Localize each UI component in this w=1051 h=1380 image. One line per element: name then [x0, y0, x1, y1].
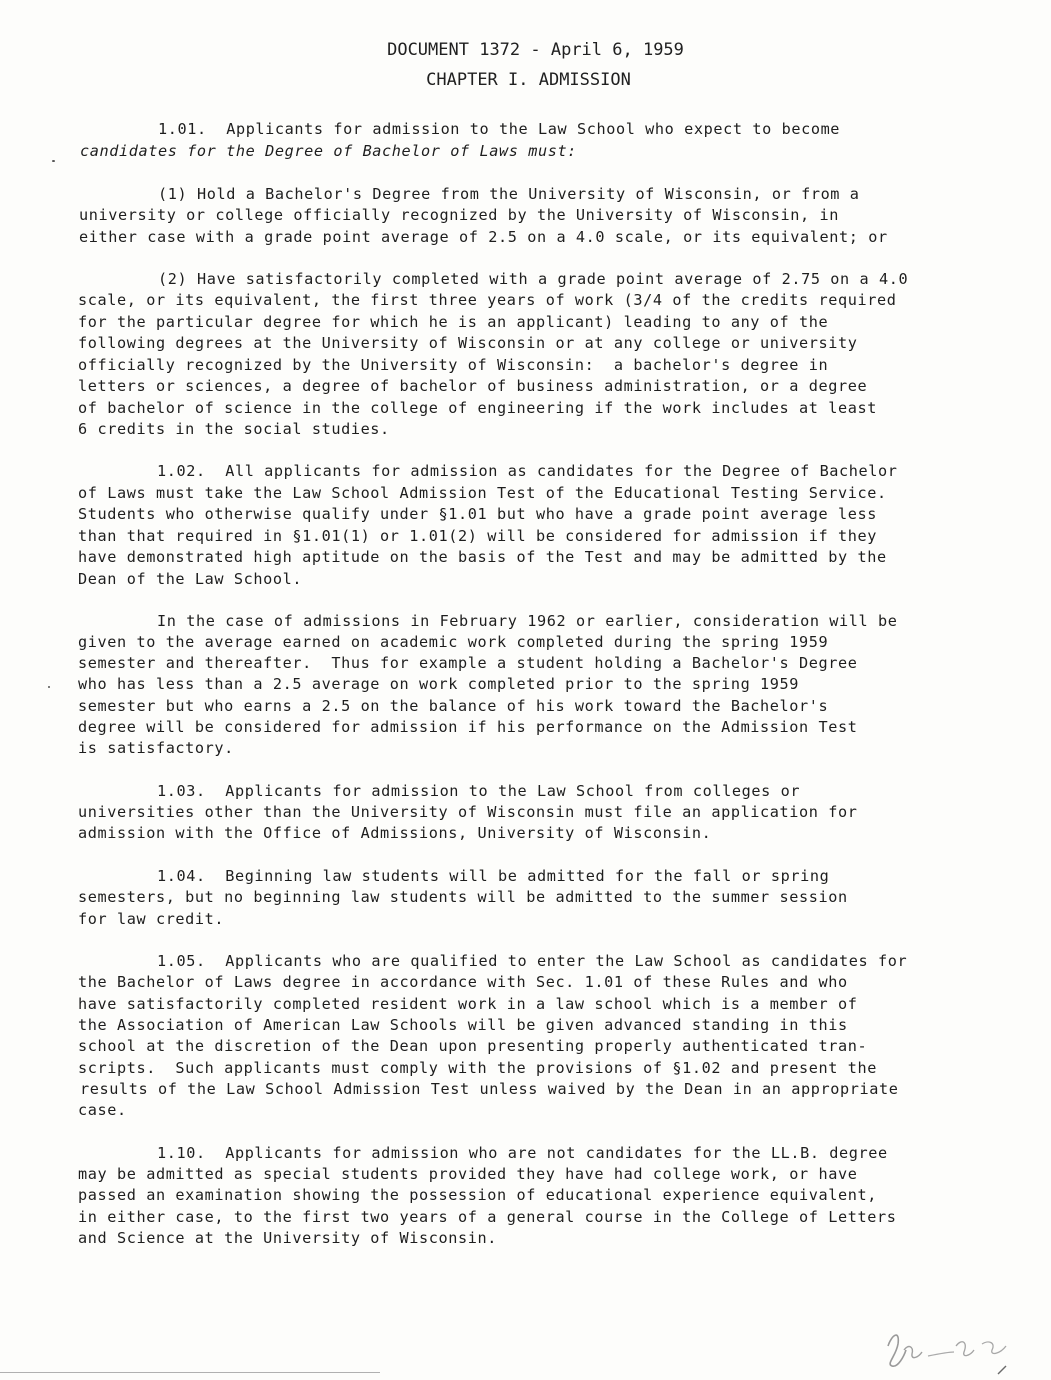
paragraph-line: semesters, but no beginning law students will be admitted to the summer session: [78, 888, 848, 906]
paragraph-line: passed an examination showing the possession of educational experience equivalent,: [78, 1186, 877, 1204]
scan-speck: [52, 160, 55, 162]
paragraph-line: either case with a grade point average of 2.5 on a 4.0 scale, or its equivalent; or: [79, 228, 888, 246]
paragraph-line: Students who otherwise qualify under §1.01 but who have a grade point average less: [78, 505, 877, 523]
paragraph-line: the Association of American Law Schools will be given advanced standing in this: [78, 1016, 848, 1034]
paragraph-line: Dean of the Law School.: [78, 570, 303, 588]
paragraph-line: of bachelor of science in the college of engineering if the work includes at least: [78, 399, 877, 417]
chapter-title: CHAPTER I. ADMISSION: [426, 70, 631, 90]
paragraph-line: (2) Have satisfactorily completed with a grade point average of 2.75 on a 4.0: [158, 270, 909, 288]
paragraph-line: have demonstrated high aptitude on the basis of the Test and may be admitted by the: [78, 548, 887, 566]
handwritten-signature: [878, 1316, 1028, 1376]
paragraph-line: and Science at the University of Wisconsin.: [78, 1229, 497, 1247]
paragraph-line: degree will be considered for admission if his performance on the Admission Test: [78, 718, 858, 736]
paragraph-line: for law credit.: [78, 910, 225, 928]
paragraph-line: 1.05. Applicants who are qualified to enter the Law School as candidates for: [157, 952, 908, 970]
paragraph-line: candidates for the Degree of Bachelor of Laws must:: [80, 142, 577, 160]
paragraph-line: admission with the Office of Admissions, University of Wisconsin.: [78, 824, 712, 842]
paragraph-line: case.: [78, 1101, 127, 1119]
paragraph-line: 1.02. All applicants for admission as candidates for the Degree of Bachelor: [157, 462, 898, 480]
paragraph-line: semester but who earns a 2.5 on the balance of his work toward the Bachelor's: [78, 697, 829, 715]
paragraph-line: results of the Law School Admission Test unless waived by the Dean in an appropriate: [80, 1080, 899, 1098]
paragraph-line: letters or sciences, a degree of bachelor of business administration, or a degree: [78, 377, 868, 395]
paragraph-line: officially recognized by the University of Wisconsin: a bachelor's degree in: [78, 356, 829, 374]
paragraph-line: than that required in §1.01(1) or 1.01(2) will be considered for admission if they: [78, 527, 877, 545]
paragraph-line: 6 credits in the social studies.: [78, 420, 390, 438]
paragraph-line: in either case, to the first two years of a general course in the College of Letters: [78, 1208, 897, 1226]
paragraph-line: universities other than the University of Wisconsin must file an application for: [78, 803, 858, 821]
paragraph-line: 1.04. Beginning law students will be admitted for the fall or spring: [157, 867, 830, 885]
paragraph-line: of Laws must take the Law School Admission Test of the Educational Testing Service.: [78, 484, 887, 502]
document-number-line: DOCUMENT 1372 - April 6, 1959: [387, 40, 684, 60]
paragraph-line: given to the average earned on academic work completed during the spring 1959: [78, 633, 829, 651]
paragraph-line: school at the discretion of the Dean upon presenting properly authenticated tran-: [78, 1037, 868, 1055]
paragraph-line: (1) Hold a Bachelor's Degree from the University of Wisconsin, or from a: [158, 185, 860, 203]
paragraph-line: scripts. Such applicants must comply with the provisions of §1.02 and present the: [78, 1059, 877, 1077]
paragraph-line: In the case of admissions in February 1962 or earlier, consideration will be: [157, 612, 898, 630]
paragraph-line: 1.01. Applicants for admission to the Law School who expect to become: [158, 120, 841, 138]
paragraph-line: for the particular degree for which he is an applicant) leading to any of the: [78, 313, 829, 331]
paragraph-line: scale, or its equivalent, the first three years of work (3/4 of the credits required: [78, 291, 897, 309]
paragraph-line: may be admitted as special students provided they have had college work, or have: [78, 1165, 858, 1183]
paragraph-line: have satisfactorily completed resident work in a law school which is a member of: [78, 995, 858, 1013]
paragraph-line: 1.03. Applicants for admission to the Law School from colleges or: [157, 782, 801, 800]
paragraph-line: semester and thereafter. Thus for example a student holding a Bachelor's Degree: [78, 654, 858, 672]
paragraph-line: is satisfactory.: [78, 739, 234, 757]
paragraph-line: following degrees at the University of Wisconsin or at any college or university: [78, 334, 858, 352]
paragraph-line: who has less than a 2.5 average on work completed prior to the spring 1959: [78, 675, 800, 693]
paragraph-line: the Bachelor of Laws degree in accordance with Sec. 1.01 of these Rules and who: [78, 973, 848, 991]
paragraph-line: university or college officially recognized by the University of Wisconsin, in: [79, 206, 840, 224]
scan-speck: [48, 686, 50, 688]
page-bottom-edge: [0, 1372, 380, 1373]
paragraph-line: 1.10. Applicants for admission who are not candidates for the LL.B. degree: [157, 1144, 888, 1162]
